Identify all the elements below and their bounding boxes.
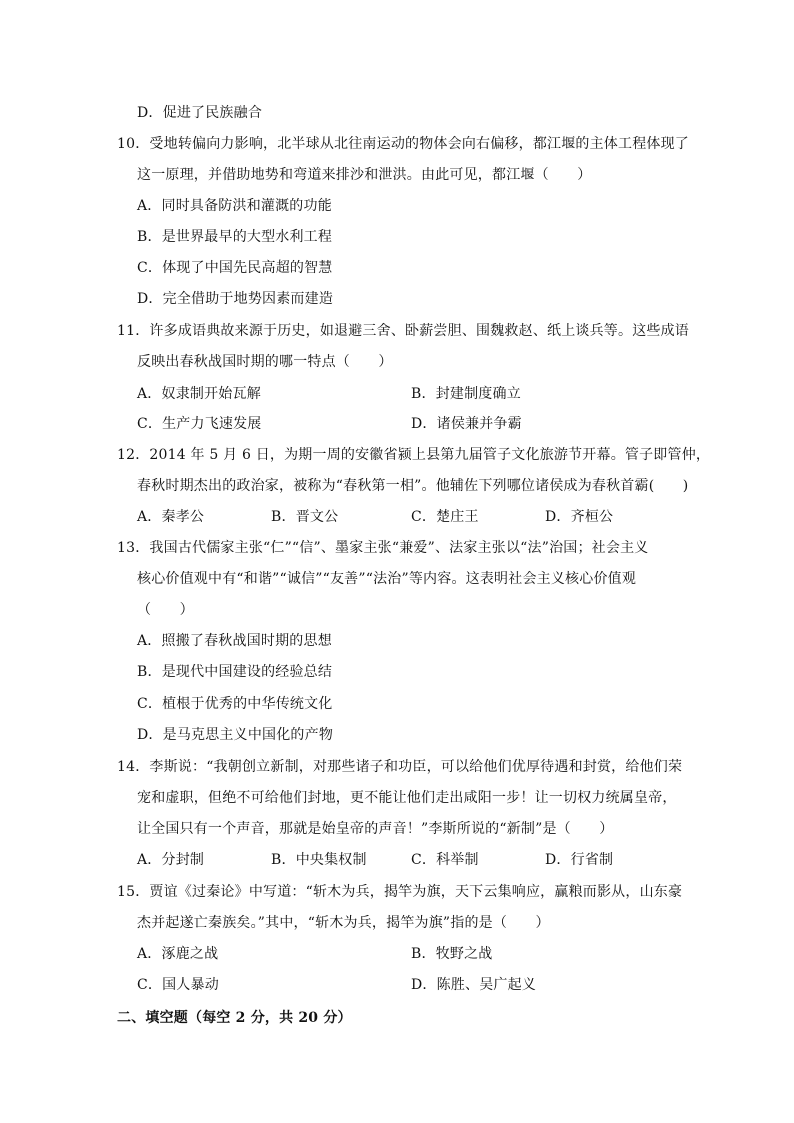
q11-option-a: A．奴隶制开始瓦解	[137, 386, 261, 402]
q10-option-c: C．体现了中国先民高超的智慧	[137, 260, 333, 276]
q13-option-c: C．植根于优秀的中华传统文化	[137, 696, 333, 712]
q14-stem-line3: 让全国只有一个声音，那就是始皇帝的声音！”李斯所说的“新制”是（ ）	[137, 821, 614, 837]
q10-option-b: B．是世界最早的大型水利工程	[137, 229, 333, 245]
q12-option-a: A．秦孝公	[137, 509, 205, 525]
q14-option-d: D．行省制	[545, 852, 614, 868]
q11-option-c: C．生产力飞速发展	[137, 416, 262, 432]
q14-option-a: A．分封制	[137, 852, 205, 868]
q12-option-b: B．晋文公	[271, 509, 339, 525]
q11-option-b: B．封建制度确立	[411, 386, 521, 402]
q15-option-c: C．国人暴动	[137, 977, 219, 993]
q10-stem-line2: 这一原理，并借助地势和弯道来排沙和泄洪。由此可见，都江堰（ ）	[137, 167, 592, 183]
q14-option-c: C．科举制	[411, 852, 479, 868]
q11-stem-line1: 11．许多成语典故来源于历史，如退避三舍、卧薪尝胆、围魏救赵、纸上谈兵等。这些成语	[117, 323, 690, 339]
q15-option-a: A．涿鹿之战	[137, 946, 219, 962]
q10-option-a: A．同时具备防洪和灌溉的功能	[137, 198, 332, 214]
q12-option-c: C．楚庄王	[411, 509, 479, 525]
q15-stem-line2: 杰并起遂亡秦族矣。”其中，“斩木为兵，揭竿为旗”指的是（ ）	[137, 915, 550, 931]
q13-option-d: D．是马克思主义中国化的产物	[137, 727, 334, 743]
section-heading-fill-in: 二、填空题（每空 2 分，共 20 分）	[117, 1010, 352, 1026]
q15-stem-line1: 15．贾谊《过秦论》中写道：“斩木为兵，揭竿为旗，天下云集响应，赢粮而影从，山东豪	[117, 884, 683, 900]
q12-stem-line1: 12．2014 年 5 月 6 日，为期一周的安徽省颍上县第九届管子文化旅游节开幕。管子即管仲，	[117, 447, 711, 463]
q9-option-d: D．促进了民族融合	[137, 105, 263, 121]
q14-stem-line2: 宠和虚职，但绝不可给他们封地，更不能让他们走出咸阳一步！让一切权力统属皇帝，	[137, 790, 677, 806]
q13-stem-line1: 13．我国古代儒家主张“仁”“信”、墨家主张“兼爱”、法家主张以“法”治国；社会主义	[117, 540, 649, 556]
q15-option-d: D．陈胜、吴广起义	[411, 977, 537, 993]
q12-option-d: D．齐桓公	[545, 509, 614, 525]
q13-stem-line2: 核心价值观中有“和谐”“诚信”“友善”“法治”等内容。这表明社会主义核心价值观	[137, 571, 637, 587]
q10-stem-line1: 10．受地转偏向力影响，北半球从北往南运动的物体会向右偏移，都江堰的主体工程体现了	[117, 136, 690, 152]
q13-option-a: A．照搬了春秋战国时期的思想	[137, 633, 332, 649]
q13-stem-line3: （ ）	[137, 602, 194, 618]
q12-stem-line2: 春秋时期杰出的政治家，被称为“春秋第一相”。他辅佐下列哪位诸侯成为春秋首霸( )	[137, 478, 689, 494]
q11-option-d: D．诸侯兼并争霸	[411, 416, 522, 432]
q14-option-b: B．中央集权制	[271, 852, 367, 868]
q11-stem-line2: 反映出春秋战国时期的哪一特点（ ）	[137, 354, 393, 370]
q14-stem-line1: 14．李斯说：“我朝创立新制，对那些诸子和功臣，可以给他们优厚待遇和封赏，给他们荣	[117, 759, 683, 775]
q13-option-b: B．是现代中国建设的经验总结	[137, 664, 333, 680]
q10-option-d: D．完全借助于地势因素而建造	[137, 291, 334, 307]
q15-option-b: B．牧野之战	[411, 946, 493, 962]
